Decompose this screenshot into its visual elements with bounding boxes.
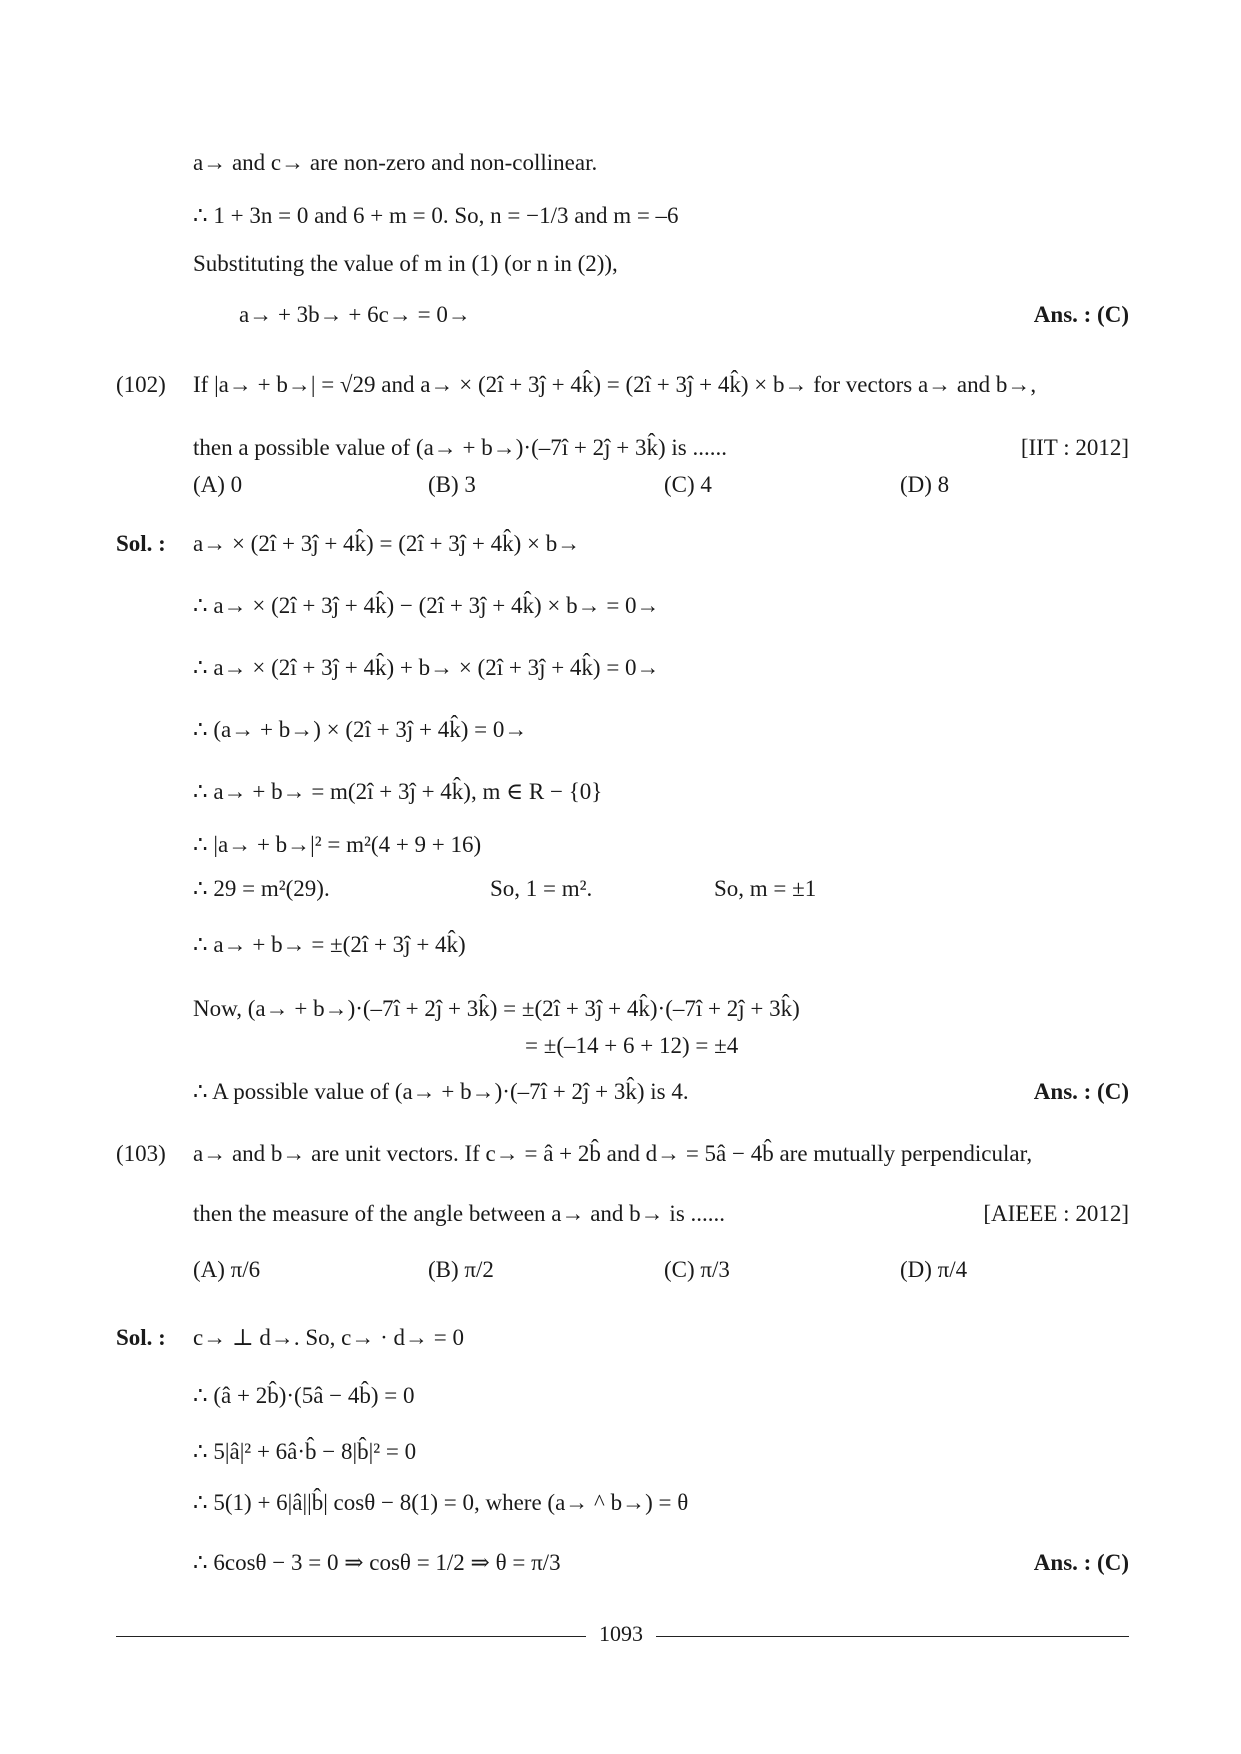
solution-step: ∴ 5|â|² + 6â·b̂ − 8|b̂|² = 0 xyxy=(193,1439,417,1464)
option-a: (A) 0 xyxy=(193,472,243,497)
answer-label: Ans. : (C) xyxy=(1033,302,1129,327)
solution-step: a→ × (2î + 3ĵ + 4k̂) = (2î + 3ĵ + 4k̂) × b→ xyxy=(193,531,581,556)
solution-step: Now, (a→ + b→)·(–7î + 2ĵ + 3k̂) = ±(2î + 3ĵ + 4k̂)·(–7î + 2ĵ + 3k̂) xyxy=(193,996,800,1021)
solution-step: ∴ 5(1) + 6|â||b̂| cosθ − 8(1) = 0, where (a→ ^ b→) = θ xyxy=(193,1490,689,1515)
option-d: (D) 8 xyxy=(900,472,950,497)
solution-step: ∴ A possible value of (a→ + b→)·(–7î + 2ĵ + 3k̂) is 4. xyxy=(193,1079,689,1104)
page-number: 1093 xyxy=(599,1621,643,1646)
question-text: then the measure of the angle between a→ and b→ is ...... xyxy=(193,1201,726,1226)
text-line: ∴ 1 + 3n = 0 and 6 + m = 0. So, n = −1/3 and m = –6 xyxy=(193,203,679,228)
answer-label: Ans. : (C) xyxy=(1033,1550,1129,1575)
solution-step: So, 1 = m². xyxy=(490,876,593,901)
text-line: a→ and c→ are non-zero and non-collinear. xyxy=(193,150,598,175)
question-text: a→ and b→ are unit vectors. If c→ = â + 2b̂ and d→ = 5â − 4b̂ are mutually perpendicular, xyxy=(193,1141,1033,1166)
solution-step: ∴ 29 = m²(29). xyxy=(193,876,330,901)
solution-step: So, m = ±1 xyxy=(714,876,817,901)
solution-step: ∴ a→ × (2î + 3ĵ + 4k̂) + b→ × (2î + 3ĵ + 4k̂) = 0→ xyxy=(193,655,660,680)
option-c: (C) π/3 xyxy=(664,1257,730,1282)
solution-step: ∴ a→ × (2î + 3ĵ + 4k̂) − (2î + 3ĵ + 4k̂) × b→ = 0→ xyxy=(193,593,660,618)
footer-rule-right xyxy=(656,1636,1129,1637)
question-number: (102) xyxy=(116,372,166,397)
option-c: (C) 4 xyxy=(664,472,712,497)
solution-step: ∴ |a→ + b→|² = m²(4 + 9 + 16) xyxy=(193,832,482,857)
option-b: (B) π/2 xyxy=(428,1257,494,1282)
exam-source: [IIT : 2012] xyxy=(1020,435,1129,460)
question-number: (103) xyxy=(116,1141,166,1166)
option-d: (D) π/4 xyxy=(900,1257,968,1282)
solution-label: Sol. : xyxy=(116,531,166,556)
solution-step: ∴ (â + 2b̂)·(5â − 4b̂) = 0 xyxy=(193,1383,415,1408)
solution-step: ∴ a→ + b→ = m(2î + 3ĵ + 4k̂), m ∈ R − {0} xyxy=(193,779,603,804)
option-b: (B) 3 xyxy=(428,472,476,497)
solution-step: ∴ a→ + b→ = ±(2î + 3ĵ + 4k̂) xyxy=(193,932,466,957)
exam-source: [AIEEE : 2012] xyxy=(983,1201,1129,1226)
footer-rule-left xyxy=(116,1636,586,1637)
solution-label: Sol. : xyxy=(116,1325,166,1350)
solution-step: = ±(–14 + 6 + 12) = ±4 xyxy=(525,1033,739,1058)
solution-step: ∴ (a→ + b→) × (2î + 3ĵ + 4k̂) = 0→ xyxy=(193,717,528,742)
option-a: (A) π/6 xyxy=(193,1257,261,1282)
solution-step: ∴ 6cosθ − 3 = 0 ⇒ cosθ = 1/2 ⇒ θ = π/3 xyxy=(193,1550,561,1575)
text-line: Substituting the value of m in (1) (or n in (2)), xyxy=(193,251,618,276)
question-text: then a possible value of (a→ + b→)·(–7î + 2ĵ + 3k̂) is ...... xyxy=(193,435,727,460)
question-text: If |a→ + b→| = √29 and a→ × (2î + 3ĵ + 4k̂) = (2î + 3ĵ + 4k̂) × b→ for vectors a→ and b→, xyxy=(193,372,1037,397)
equation-line: a→ + 3b→ + 6c→ = 0→ xyxy=(239,302,471,327)
answer-label: Ans. : (C) xyxy=(1033,1079,1129,1104)
solution-step: c→ ⊥ d→. So, c→ · d→ = 0 xyxy=(193,1325,464,1350)
